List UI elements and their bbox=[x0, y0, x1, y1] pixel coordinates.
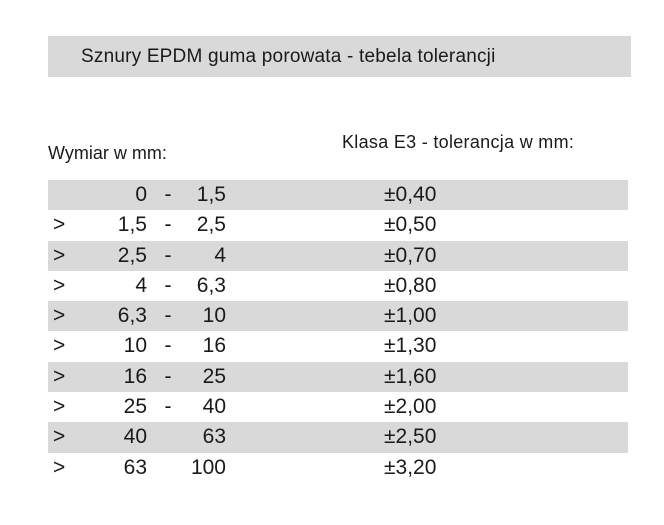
range-separator: - bbox=[164, 395, 172, 419]
table-row bbox=[48, 362, 628, 392]
range-to: 16 bbox=[202, 334, 226, 358]
tolerance-value: ±0,40 bbox=[384, 183, 437, 206]
tolerance-value: ±0,50 bbox=[384, 213, 437, 237]
dimension-column-header: Wymiar w mm: bbox=[48, 143, 167, 163]
range-to: 2,5 bbox=[196, 213, 226, 237]
range-separator: - bbox=[164, 243, 172, 267]
range-to: 1,5 bbox=[196, 183, 226, 206]
greater-than-marker: > bbox=[53, 425, 66, 449]
range-to: 25 bbox=[202, 364, 226, 388]
greater-than-marker: > bbox=[53, 213, 66, 237]
tolerance-value: ±2,50 bbox=[384, 425, 437, 449]
tolerance-value: ±1,30 bbox=[384, 334, 437, 358]
range-to: 40 bbox=[202, 395, 226, 419]
range-to: 63 bbox=[202, 425, 226, 449]
table-row bbox=[48, 180, 628, 210]
greater-than-marker: > bbox=[53, 273, 66, 297]
title-bar bbox=[48, 36, 631, 77]
table-row bbox=[48, 422, 628, 452]
range-from: 4 bbox=[135, 273, 147, 297]
range-separator: - bbox=[164, 334, 172, 358]
table-row bbox=[48, 241, 628, 271]
range-separator: - bbox=[164, 183, 172, 206]
greater-than-marker: > bbox=[53, 455, 66, 479]
tolerance-value: ±0,80 bbox=[384, 273, 437, 297]
table-row bbox=[48, 210, 628, 240]
range-to: 4 bbox=[214, 243, 226, 267]
table-row bbox=[48, 392, 628, 422]
range-from: 63 bbox=[123, 455, 147, 479]
range-separator: - bbox=[164, 213, 172, 237]
tolerance-value: ±1,60 bbox=[384, 364, 437, 388]
greater-than-marker: > bbox=[53, 364, 66, 388]
tolerance-table bbox=[48, 180, 628, 483]
tolerance-column-header: Klasa E3 - tolerancja w mm: bbox=[342, 132, 575, 152]
range-separator: - bbox=[164, 273, 172, 297]
greater-than-marker: > bbox=[53, 395, 66, 419]
range-to: 6,3 bbox=[196, 273, 226, 297]
tolerance-value: ±3,20 bbox=[384, 455, 437, 479]
table-row bbox=[48, 453, 628, 483]
range-from: 16 bbox=[123, 364, 147, 388]
range-from: 2,5 bbox=[117, 243, 147, 267]
page-title: Sznury EPDM guma porowata - tebela tolerancji bbox=[81, 46, 496, 67]
range-from: 6,3 bbox=[117, 304, 147, 328]
range-from: 10 bbox=[123, 334, 147, 358]
range-from: 1,5 bbox=[117, 213, 147, 237]
table-row bbox=[48, 301, 628, 331]
greater-than-marker: > bbox=[53, 304, 66, 328]
tolerance-value: ±1,00 bbox=[384, 304, 437, 328]
range-to: 100 bbox=[190, 455, 226, 479]
range-from: 40 bbox=[123, 425, 147, 449]
table-row bbox=[48, 331, 628, 361]
range-from: 0 bbox=[135, 183, 147, 206]
range-separator: - bbox=[164, 304, 172, 328]
greater-than-marker: > bbox=[53, 243, 66, 267]
tolerance-value: ±2,00 bbox=[384, 395, 437, 419]
tolerance-value: ±0,70 bbox=[384, 243, 437, 267]
range-separator: - bbox=[164, 364, 172, 388]
range-to: 10 bbox=[202, 304, 226, 328]
greater-than-marker: > bbox=[53, 334, 66, 358]
range-from: 25 bbox=[123, 395, 147, 419]
table-row bbox=[48, 271, 628, 301]
